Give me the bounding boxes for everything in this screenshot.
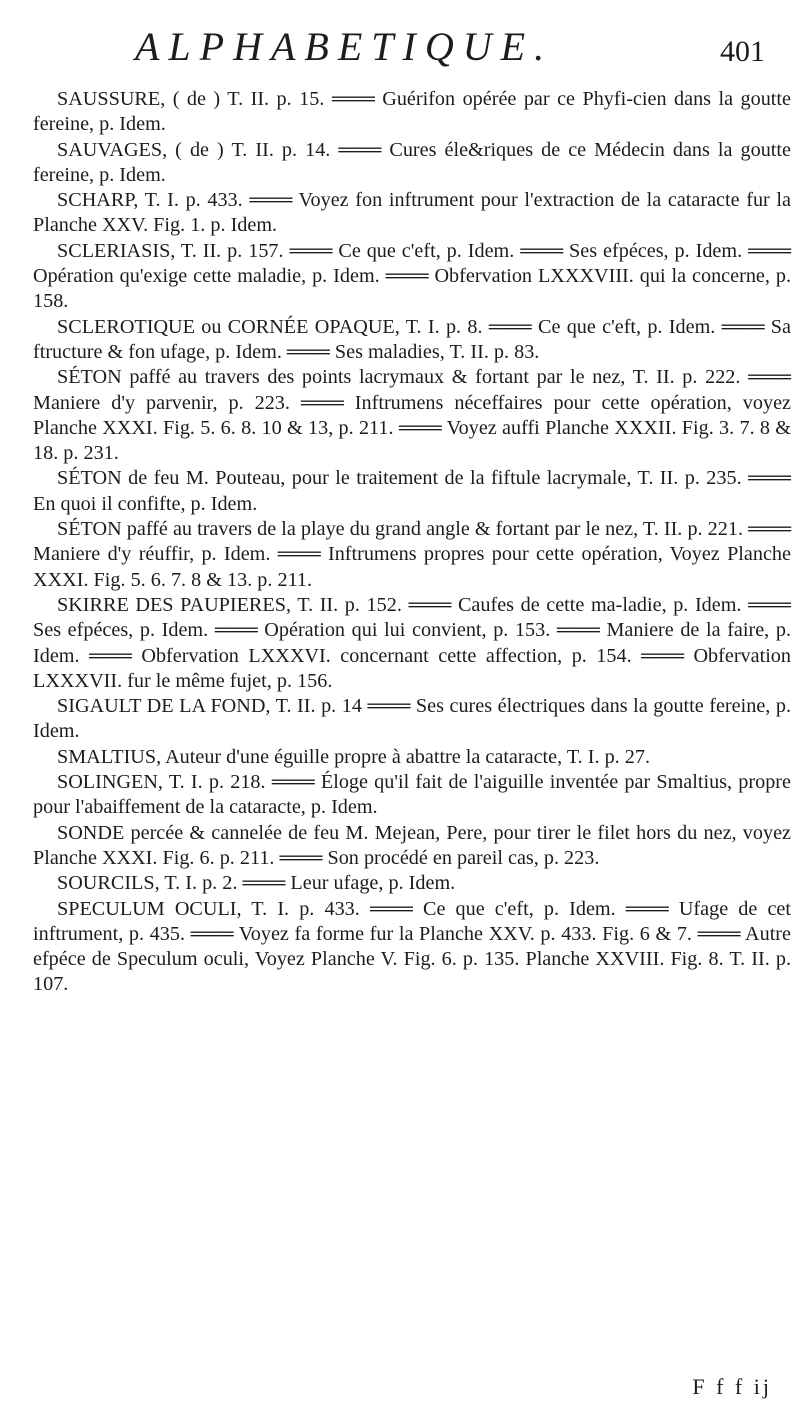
page-number: 401: [720, 35, 765, 68]
index-entry-seton-pouteau: SÉTON de feu M. Pouteau, pour le traitement de la fiftule lacrymale, T. II. p. 235. ═══ En quoi il confifte, p. Idem.: [33, 467, 791, 515]
index-entry-sclerotique: SCLEROTIQUE ou CORNÉE OPAQUE, T. I. p. 8. ═══ Ce que c'eft, p. Idem. ═══ Sa ftructure & fon ufage, p. Idem. ═══ Ses maladies, T. II. p. 83.: [33, 315, 791, 363]
index-entry-scharp: SCHARP, T. I. p. 433. ═══ Voyez fon inftrument pour l'extraction de la cataracte fur la Planche XXV. Fig. 1. p. Idem.: [33, 189, 791, 237]
index-entry-seton-lacrymaux: SÉTON paffé au travers des points lacrymaux & fortant par le nez, T. II. p. 222. ═══ Maniere d'y parvenir, p. 223. ═══ Inftrumens néceffaires pour cette opération, voyez Planche XXXI. Fig. 5. 6. 8. 10 & 13, p. 211. ═══ Voyez auffi Planche XXXII. Fig. 3. 7. 8 & 18. p. 231.: [33, 366, 791, 465]
index-entry-sourcils: SOURCILS, T. I. p. 2. ═══ Leur ufage, p. Idem.: [57, 872, 456, 895]
signature-mark: F f f ij: [692, 1374, 772, 1399]
index-entry-skirre: SKIRRE DES PAUPIERES, T. II. p. 152. ═══ Caufes de cette ma-ladie, p. Idem. ═══ Ses efpéces, p. Idem. ═══ Opération qui lui convient, p. 153. ═══ Maniere de la faire, p. Idem. ═══ Obfervation LXXXVI. concernant cette affection, p. 154. ═══ Obfervation LXXXVII. fur le même fujet, p. 156.: [33, 593, 791, 692]
index-entry-sigault: SIGAULT DE LA FOND, T. II. p. 14 ═══ Ses cures électriques dans la goutte fereine, p. Idem.: [33, 695, 791, 743]
index-entry-scleriasis: SCLERIASIS, T. II. p. 157. ═══ Ce que c'eft, p. Idem. ═══ Ses efpéces, p. Idem. ═══ Opération qu'exige cette maladie, p. Idem. ═══ Obfervation LXXXVIII. qui la concerne, p. 158.: [33, 239, 791, 313]
index-entry-sonde: SONDE percée & cannelée de feu M. Mejean, Pere, pour tirer le filet hors du nez, voyez Planche XXXI. Fig. 6. p. 211. ═══ Son procédé en pareil cas, p. 223.: [33, 821, 791, 869]
index-entry-speculum: SPECULUM OCULI, T. I. p. 433. ═══ Ce que c'eft, p. Idem. ═══ Ufage de cet inftrument, p. 435. ═══ Voyez fa forme fur la Planche XXV. p. 433. Fig. 6 & 7. ═══ Autre efpéce de Speculum oculi, Voyez Planche V. Fig. 6. p. 135. Planche XXVIII. Fig. 8. T. II. p. 107.: [33, 897, 791, 996]
index-entry-saussure: SAUSSURE, ( de ) T. II. p. 15. ═══ Guérifon opérée par ce Phyfi-cien dans la goutte fereine, p. Idem.: [33, 88, 791, 136]
index-entries: [33, 87, 791, 998]
index-entry-solingen: SOLINGEN, T. I. p. 218. ═══ Éloge qu'il fait de l'aiguille inventée par Smaltius, propre pour l'abaiffement de la cataracte, p. Idem.: [33, 771, 791, 819]
index-entry-seton-playe: SÉTON paffé au travers de la playe du grand angle & fortant par le nez, T. II. p. 221. ═══ Maniere d'y réuffir, p. Idem. ═══ Inftrumens propres pour cette opération, Voyez Planche XXXI. Fig. 5. 6. 7. 8 & 13. p. 211.: [33, 518, 791, 591]
index-entry-smaltius: SMALTIUS, Auteur d'une éguille propre à abattre la cataracte, T. I. p. 27.: [57, 745, 650, 768]
running-head-title: ALPHABETIQUE.: [135, 24, 554, 69]
index-entry-sauvages: SAUVAGES, ( de ) T. II. p. 14. ═══ Cures éle&riques de ce Médecin dans la goutte fereine, p. Idem.: [33, 138, 791, 186]
running-head: [135, 20, 765, 80]
